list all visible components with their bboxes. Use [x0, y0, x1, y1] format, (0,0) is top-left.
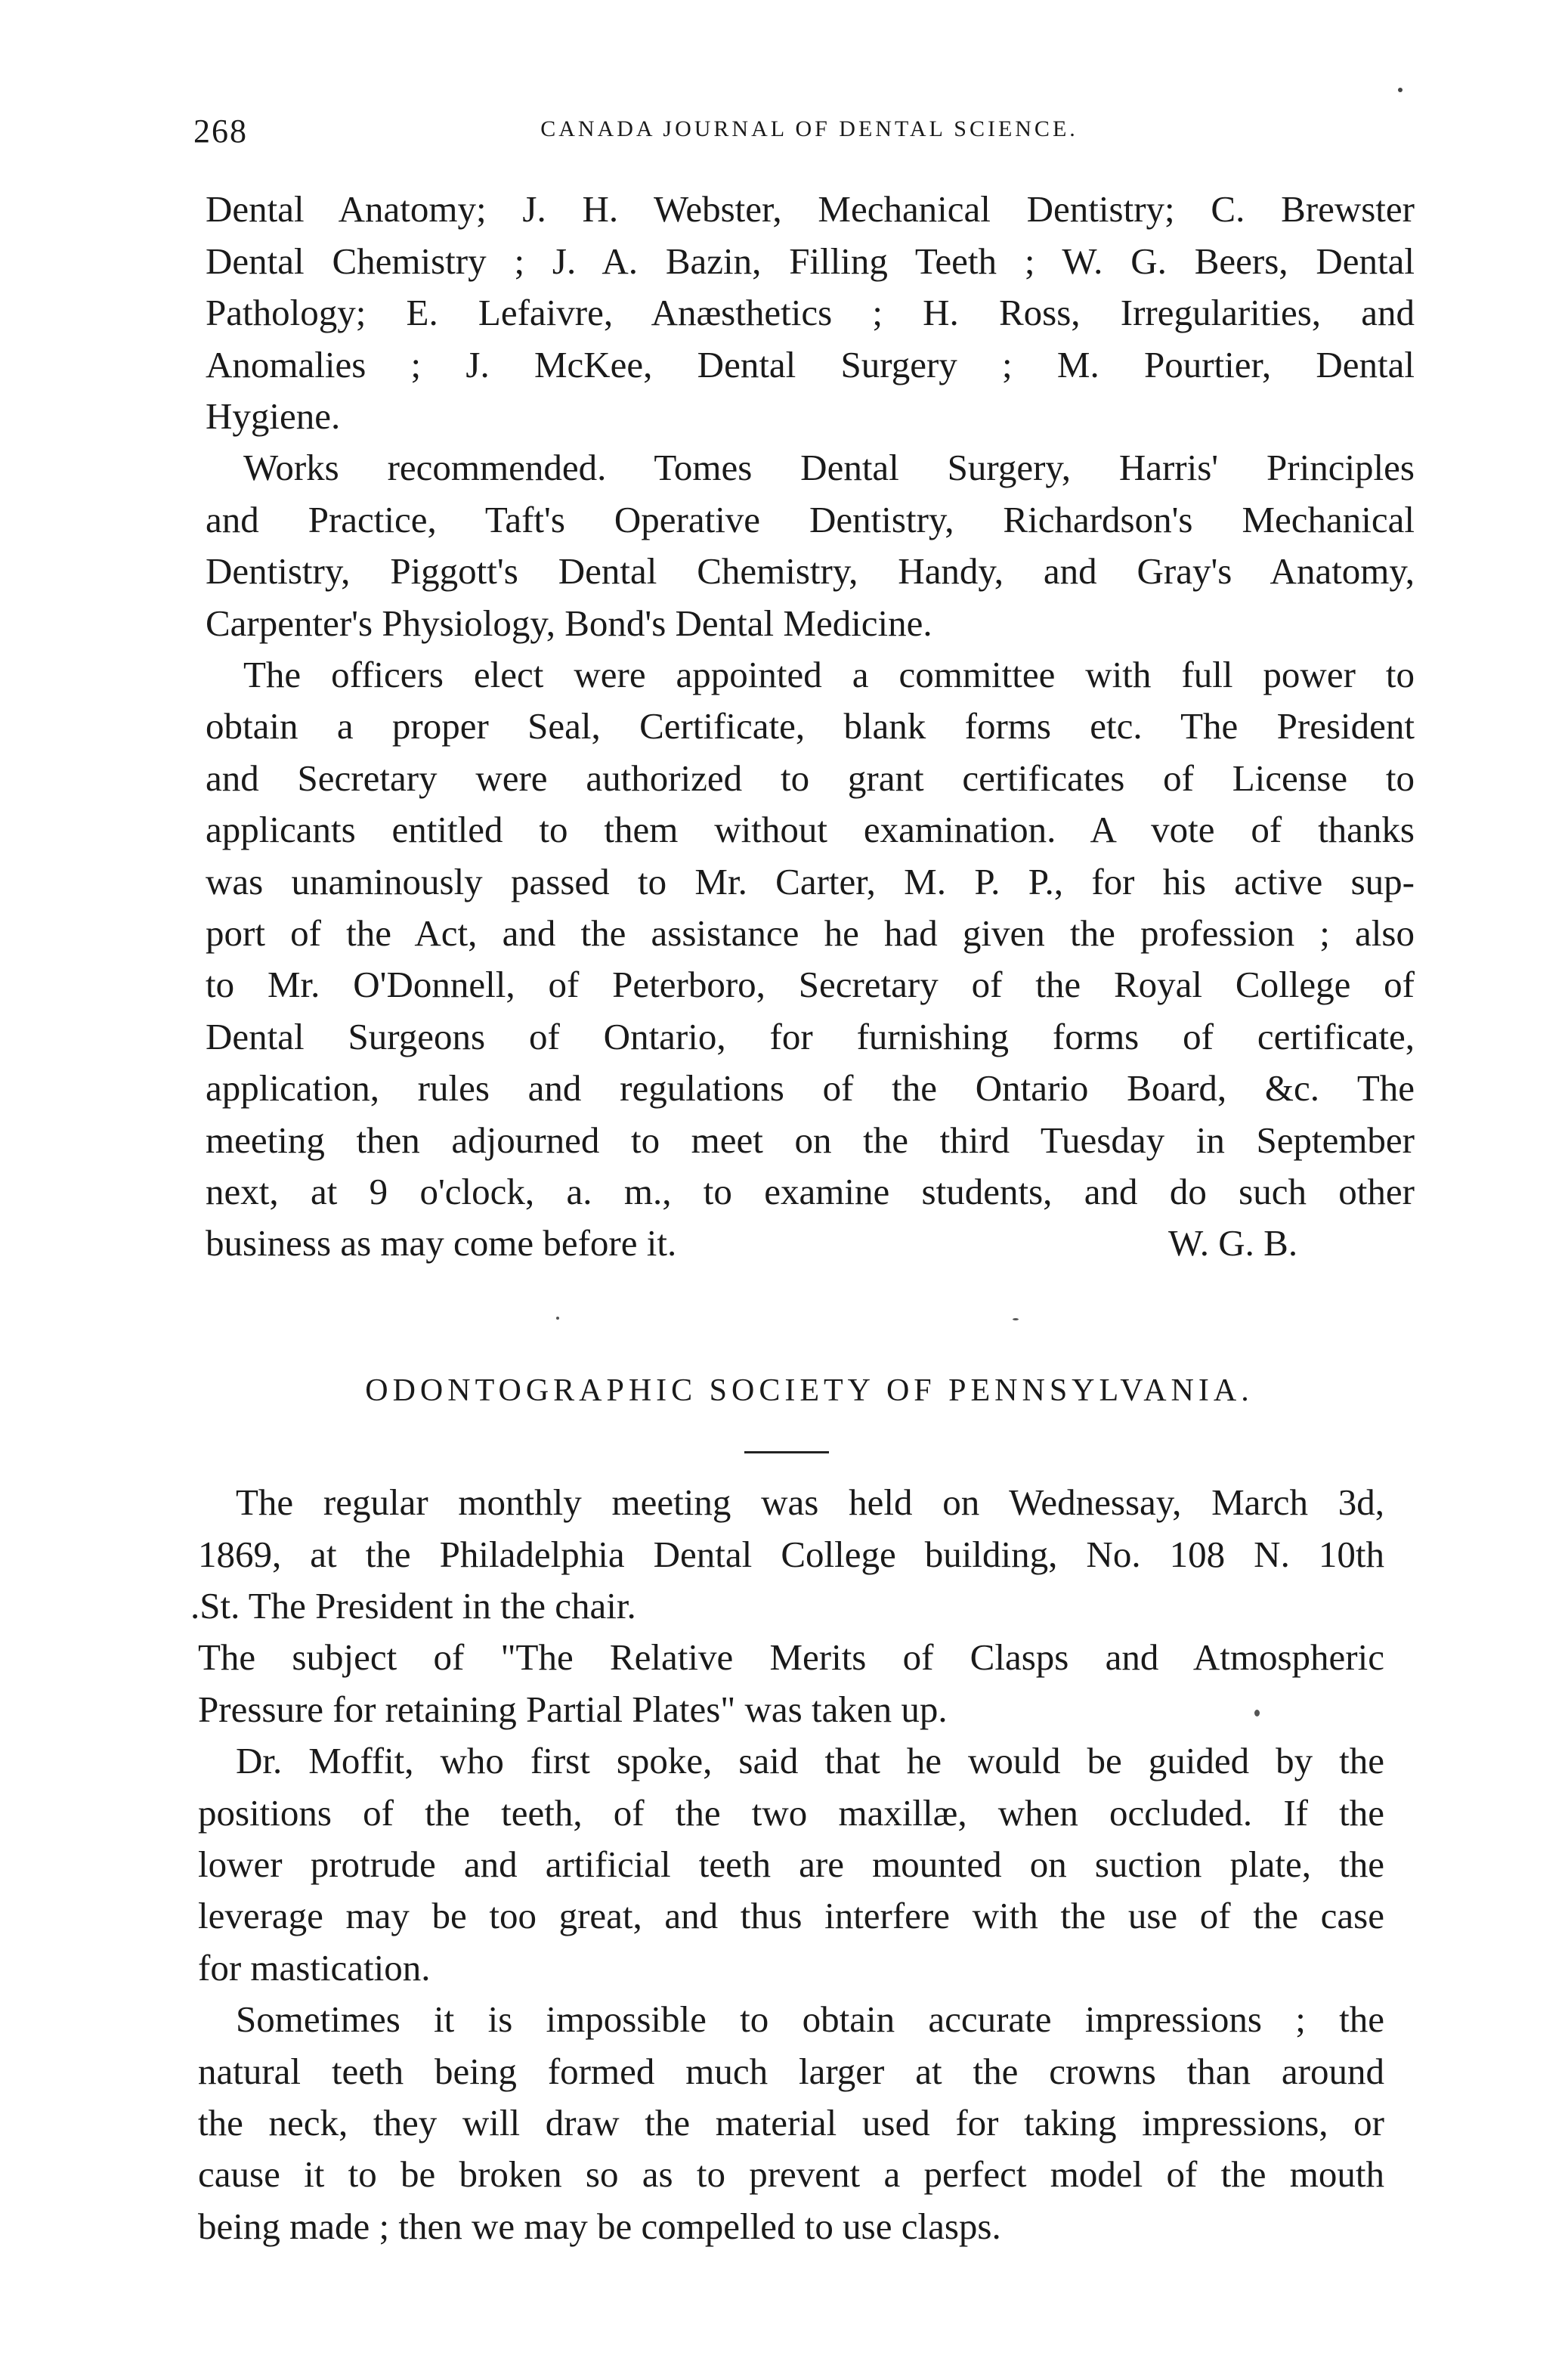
- body-line: for mastication.: [198, 1947, 431, 1989]
- running-head: CANADA JOURNAL OF DENTAL SCIENCE.: [540, 116, 1078, 141]
- page-number: 268: [193, 113, 248, 150]
- body-line: Works recommended. Tomes Dental Surgery, Harris' Principles: [243, 447, 1415, 488]
- body-line: The regular monthly meeting was held on Wednessay, March 3d,: [236, 1481, 1384, 1523]
- body-line: Pressure for retaining Partial Plates" was taken up.: [198, 1688, 948, 1730]
- body-line: natural teeth being formed much larger at the crowns than around: [198, 2051, 1384, 2092]
- body-line: Dentistry, Piggott's Dental Chemistry, Handy, and Gray's Anatomy,: [206, 550, 1415, 592]
- body-line: The subject of "The Relative Merits of Clasps and Atmospheric: [198, 1636, 1384, 1678]
- body-line: 1869, at the Philadelphia Dental College building, No. 108 N. 10th: [198, 1534, 1384, 1575]
- body-line: Dental Chemistry ; J. A. Bazin, Filling Teeth ; W. G. Beers, Dental: [206, 240, 1415, 282]
- body-line: next, at 9 o'clock, a. m., to examine students, and do such other: [206, 1171, 1415, 1212]
- body-line: cause it to be broken so as to prevent a perfect model of the mouth: [198, 2153, 1384, 2195]
- print-speck: [556, 1317, 559, 1320]
- body-line: positions of the teeth, of the two maxillæ, when occluded. If the: [198, 1792, 1384, 1834]
- section-title: ODONTOGRAPHIC SOCIETY OF PENNSYLVANIA.: [365, 1373, 1254, 1408]
- body-line: Carpenter's Physiology, Bond's Dental Medicine.: [206, 602, 932, 644]
- body-line: being made ; then we may be compelled to use clasps.: [198, 2205, 1001, 2247]
- body-line: Dental Anatomy; J. H. Webster, Mechanical Dentistry; C. Brewster: [206, 188, 1415, 230]
- body-line: lower protrude and artificial teeth are mounted on suction plate, the: [198, 1843, 1384, 1885]
- body-line: Dr. Moffit, who first spoke, said that he would be guided by the: [236, 1740, 1384, 1781]
- body-line: obtain a proper Seal, Certificate, blank forms etc. The President: [206, 705, 1415, 747]
- signature: W. G. B.: [1168, 1222, 1298, 1264]
- body-line: application, rules and regulations of the Ontario Board, &c. The: [206, 1067, 1415, 1109]
- title-rule: [744, 1451, 829, 1453]
- body-line: The officers elect were appointed a committee with full power to: [243, 654, 1415, 695]
- body-line: Anomalies ; J. McKee, Dental Surgery ; M. Pourtier, Dental: [206, 344, 1415, 385]
- body-line: port of the Act, and the assistance he had given the profession ; also: [206, 912, 1415, 954]
- body-line: business as may come before it.: [206, 1222, 677, 1264]
- body-line: to Mr. O'Donnell, of Peterboro, Secretary of the Royal College of: [206, 964, 1415, 1005]
- body-line: and Practice, Taft's Operative Dentistry, Richardson's Mechanical: [206, 499, 1415, 540]
- body-line: Dental Surgeons of Ontario, for furnishing forms of certificate,: [206, 1016, 1415, 1057]
- body-line: and Secretary were authorized to grant certificates of License to: [206, 757, 1415, 799]
- print-speck: [1013, 1318, 1019, 1320]
- body-line: Sometimes it is impossible to obtain accurate impressions ; the: [236, 1998, 1384, 2040]
- body-line: was unaminously passed to Mr. Carter, M. P. P., for his active sup-: [206, 861, 1415, 902]
- body-line: meeting then adjourned to meet on the third Tuesday in September: [206, 1119, 1415, 1161]
- body-line: .St. The President in the chair.: [190, 1585, 636, 1627]
- page-header: [193, 112, 1425, 157]
- print-speck: [1254, 1710, 1260, 1716]
- print-speck: [1398, 88, 1403, 92]
- body-line: Pathology; E. Lefaivre, Anæsthetics ; H. Ross, Irregularities, and: [206, 292, 1415, 333]
- body-line: leverage may be too great, and thus interfere with the use of the case: [198, 1895, 1384, 1936]
- body-line: the neck, they will draw the material used for taking impressions, or: [198, 2102, 1384, 2143]
- body-line: applicants entitled to them without examination. A vote of thanks: [206, 809, 1415, 850]
- body-line: Hygiene.: [206, 395, 341, 437]
